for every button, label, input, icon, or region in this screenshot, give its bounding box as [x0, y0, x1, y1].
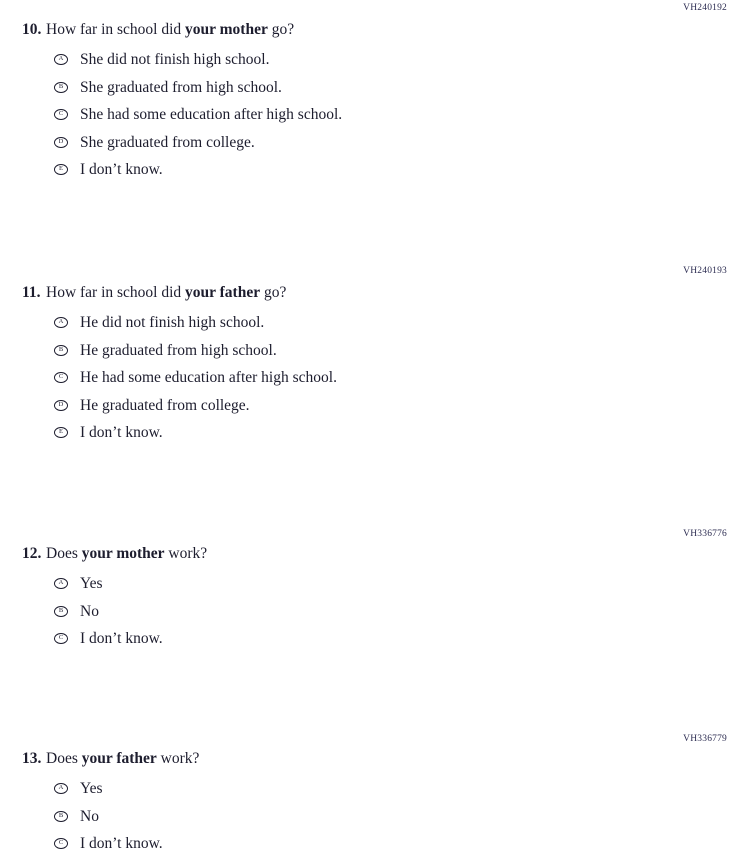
answer-bubble-b[interactable]: B [54, 606, 68, 617]
option-label: He graduated from college. [80, 396, 250, 414]
answer-bubble-a[interactable]: A [54, 317, 68, 328]
answer-bubble-e[interactable]: E [54, 427, 68, 438]
prompt-text: Does [46, 545, 82, 562]
option-label: He had some education after high school. [80, 369, 337, 386]
option-label: He graduated from high school. [80, 341, 277, 359]
item-code: VH240192 [683, 3, 727, 13]
option-row[interactable] [54, 398, 731, 413]
option-row[interactable] [54, 315, 731, 330]
option-label: No [80, 602, 99, 620]
prompt-text: go? [260, 284, 287, 301]
prompt-text: How far in school did [46, 284, 186, 301]
option-label: She graduated from high school. [80, 78, 282, 96]
answer-bubble-c[interactable]: C [54, 109, 68, 120]
question-11-options [54, 315, 731, 440]
option-row[interactable] [54, 576, 731, 591]
option-row[interactable] [54, 370, 731, 385]
prompt-text: go? [267, 21, 295, 38]
question-number: 13. [22, 750, 42, 767]
prompt-text: work? [156, 750, 200, 767]
answer-bubble-a[interactable]: A [54, 54, 68, 65]
answer-bubble-d[interactable]: D [54, 137, 68, 148]
option-label: She graduated from college. [80, 133, 255, 151]
option-row[interactable] [54, 604, 731, 619]
option-row[interactable] [54, 80, 731, 95]
option-row[interactable] [54, 809, 731, 824]
question-10-prompt [22, 22, 731, 37]
option-row[interactable] [54, 162, 731, 177]
prompt-text: How far in school did [46, 21, 186, 38]
question-13-prompt [22, 751, 731, 766]
answer-bubble-c[interactable]: C [54, 838, 68, 849]
option-row[interactable] [54, 781, 731, 796]
item-code: VH336776 [683, 529, 727, 539]
question-13-section [0, 734, 731, 859]
option-row[interactable] [54, 52, 731, 67]
question-13-options [54, 781, 731, 851]
item-code: VH240193 [683, 266, 727, 276]
prompt-bold-text: your father [185, 284, 261, 301]
option-label: No [80, 807, 99, 825]
option-label: I don’t know. [80, 424, 163, 441]
answer-bubble-a[interactable]: A [54, 783, 68, 794]
option-row[interactable] [54, 836, 731, 851]
option-row[interactable] [54, 425, 731, 440]
prompt-text: Does [46, 750, 82, 767]
question-11-section [0, 266, 731, 453]
answer-bubble-a[interactable]: A [54, 578, 68, 589]
question-number: 11. [22, 284, 41, 301]
answer-bubble-b[interactable]: B [54, 811, 68, 822]
option-label: She did not finish high school. [80, 51, 270, 68]
option-label: I don’t know. [80, 835, 163, 852]
prompt-bold-text: your mother [185, 21, 268, 38]
question-number: 10. [22, 21, 42, 38]
option-row[interactable] [54, 135, 731, 150]
option-label: I don’t know. [80, 161, 163, 178]
question-11-prompt [22, 285, 731, 300]
prompt-text: work? [164, 545, 208, 562]
answer-bubble-d[interactable]: D [54, 400, 68, 411]
question-number: 12. [22, 545, 42, 562]
option-label: Yes [80, 780, 103, 797]
prompt-bold-text: your father [81, 750, 157, 767]
item-code: VH336779 [683, 734, 727, 744]
answer-bubble-c[interactable]: C [54, 633, 68, 644]
option-label: I don’t know. [80, 630, 163, 647]
question-12-prompt [22, 546, 731, 561]
question-12-options [54, 576, 731, 646]
option-row[interactable] [54, 343, 731, 358]
answer-bubble-e[interactable]: E [54, 164, 68, 175]
option-row[interactable] [54, 631, 731, 646]
answer-bubble-b[interactable]: B [54, 345, 68, 356]
option-row[interactable] [54, 107, 731, 122]
option-label: He did not finish high school. [80, 314, 265, 331]
question-12-section [0, 529, 731, 659]
answer-bubble-b[interactable]: B [54, 82, 68, 93]
option-label: Yes [80, 575, 103, 592]
option-label: She had some education after high school. [80, 106, 343, 123]
prompt-bold-text: your mother [81, 545, 165, 562]
answer-bubble-c[interactable]: C [54, 372, 68, 383]
question-10-section [0, 3, 731, 190]
question-10-options [54, 52, 731, 177]
